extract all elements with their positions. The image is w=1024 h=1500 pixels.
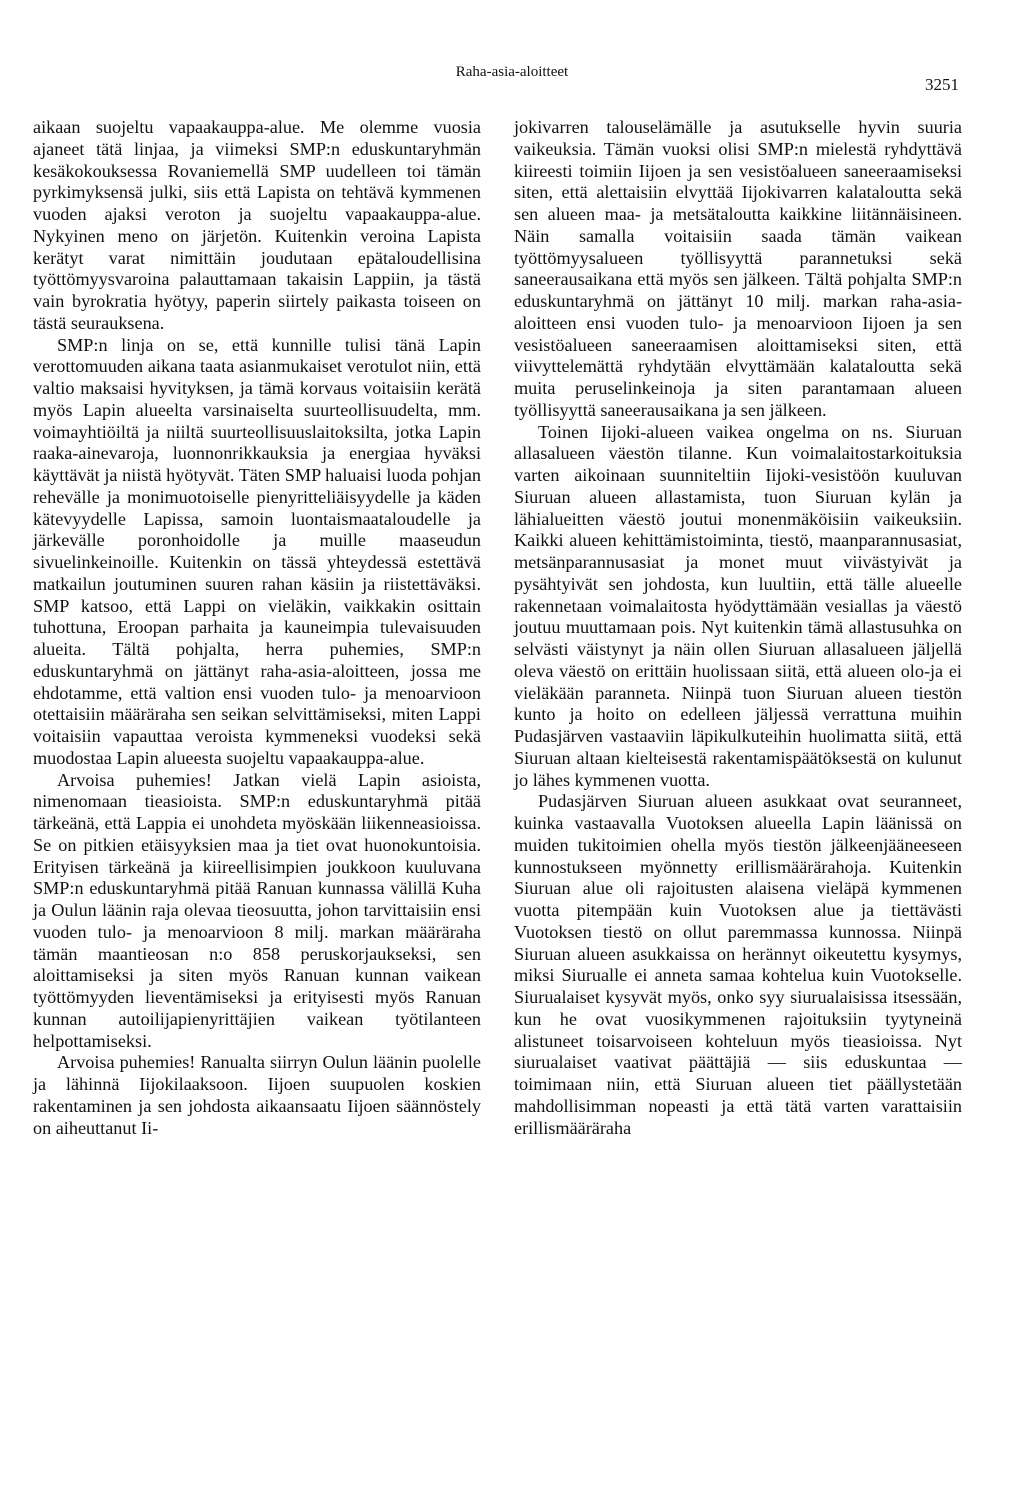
paragraph: Arvoisa puhemies! Ranualta siirryn Oulun läänin puolelle ja lähinnä Iijokilaaksoon. Iijoen suupuolen koskien rakentaminen ja sen johdosta aikaansaatu Iijoen säännöstely on aiheuttanut Ii- xyxy=(33,1052,481,1138)
page-number: 3251 xyxy=(925,75,959,94)
paragraph: aikaan suojeltu vapaakauppa-alue. Me olemme vuosia ajaneet tätä linjaa, ja viimeksi SMP:n eduskuntaryhmän kesäkokouksessa Rovaniemellä SMP uudelleen toi tämän pyrkimyksensä julki, siis että Lapista on tehtävä kymmenen vuoden ajaksi veroton ja suojeltu vapaakauppa-alue. Nykyinen meno on järjetön. Kuitenkin veroina Lapista kerätyt varat nimittäin joudutaan epätaloudellisina työttömyysvaroina palauttamaan takaisin Lappiin, ja tästä vain byrokratia hyötyy, paperin siirtely paikasta toiseen on tästä seurauksena. xyxy=(33,117,481,333)
paragraph: Arvoisa puhemies! Jatkan vielä Lapin asioista, nimenomaan tieasioista. SMP:n eduskuntaryhmä pitää tärkeänä, että Lappia ei unohdeta myöskään liikenneasioissa. Se on pitkien etäisyyksien maa ja tiet ovat huonokuntoisia. Erityisen tärkeänä ja kiireellisimpien joukkoon kuuluvana SMP:n eduskuntaryhmä pitää Ranuan kunnassa välillä Kuha ja Oulun läänin raja olevaa tieosuutta, johon tarvittaisiin ensi vuoden tulo- ja menoarvioon 8 milj. markan määräraha tämän maantieosan n:o 858 peruskorjaukseksi, sen aloittamiseksi ja siten myös Ranuan kunnan vaikean työttömyyden lieventämiseksi ja erityisesti myös Ranuan kunnan autoilijapienyrittäjien vaikean työtilanteen helpottamiseksi. xyxy=(33,769,481,1051)
right-column xyxy=(514,117,962,1139)
paragraph: jokivarren talouselämälle ja asutukselle hyvin suuria vaikeuksia. Tämän vuoksi olisi SMP:n mielestä ryhdyttävä kiireesti toimiin Iijoen ja sen vesistöalueen saneeraamiseksi siten, että alettaisiin elvyttää Iijokivarren kalataloutta sekä sen alueen maa- ja metsätaloutta kaikkine liitännäisineen. Näin samalla voitaisiin saada tämän vaikean työttömyysalueen työllisyyttä parannetuksi sekä saneerausaikana että myös sen jälkeen. Tältä pohjalta SMP:n eduskuntaryhmä on jättänyt 10 milj. markan raha-asia-aloitteen ensi vuoden tulo- ja menoarvioon Iijoen ja sen vesistöalueen saneeraamisen aloittamiseksi siten, että viivyttelemättä ryhdytään elvyttämään kalataloutta sekä muita peruselinkeinoja ja siten parantamaan alueen työllisyyttä saneerausaikana ja sen jälkeen. xyxy=(514,117,962,420)
left-column xyxy=(33,117,481,1139)
paragraph: SMP:n linja on se, että kunnille tulisi tänä Lapin verottomuuden aikana taata asianmukaiset verotulot niin, että valtio maksaisi hyvityksen, ja tämä korvaus voitaisiin kerätä myös Lapin alueelta varsinaiselta suurteollisuudelta, mm. voimayhtiöiltä ja niiltä suurteollisuuslaitoksilta, jotka Lapin raaka-ainevaroja, luonnonrikkauksia ja energiaa hyväksi käyttävät ja niistä hyötyvät. Täten SMP haluaisi luoda pohjan rehevälle ja monimuotoiselle pienyritteliäisyydelle ja käden kätevyydelle Lapissa, samoin luontaismaataloudelle ja järkevälle poronhoidolle ja muille maaseudun sivuelinkeinoille. Kuitenkin on tässä yhteydessä estettävä matkailun joutuminen suuren rahan käsiin ja riistettäväksi. SMP katsoo, että Lappi on vieläkin, vaikkakin osittain tuhottuna, Eroopan parhaita ja kauneimpia tulevaisuuden alueita. Tältä pohjalta, herra puhemies, SMP:n eduskuntaryhmä on jättänyt raha-asia-aloitteen, jossa me ehdotamme, että valtion ensi vuoden tulo- ja menoarvioon otettaisiin määräraha sen seikan selvittämiseksi, miten Lappi voitaisiin vapauttaa veroista kymmeneksi vuodeksi sekä muodostaa Lapin alueesta suojeltu vapaakauppa-alue. xyxy=(33,334,481,768)
header-title: Raha-asia-aloitteet xyxy=(455,64,569,80)
paragraph: Pudasjärven Siuruan alueen asukkaat ovat seuranneet, kuinka vastaavalla Vuotoksen alueella Lapin läänissä on muiden tukitoimien ohella myös tiestön jälkeenjääneeseen kunnostukseen myönnetty erillismäärärahoja. Kuitenkin Siuruan alue oli rajoitusten alaisena vieläpä kymmenen vuotta pitempään kuin Vuotoksen alue ja tiettävästi Vuotoksen tiestö on ollut paremmassa kunnossa. Niinpä Siuruan alueen asukkaissa on herännyt oikeutettu kysymys, miksi Siurualle ei anneta samaa kohtelua kuin Vuotokselle. Siurualaiset kysyvät myös, onko syy siurualaisissa itsessään, kun he ovat vuosikymmenen rajoituksiin tyytyneinä alistuneet toisarvoiseen kohteluun myös tieasioissa. Nyt siurualaiset vaativat päättäjiä — siis eduskuntaa — toimimaan niin, että Siuruan alueen tiet päällystetään mahdollisimman nopeasti ja että tätä varten varattaisiin erillismääräraha xyxy=(514,791,962,1138)
paragraph: Toinen Iijoki-alueen vaikea ongelma on ns. Siuruan allasalueen väestön tilanne. Kun voimalaitostarkoituksia varten aikoinaan suunniteltiin Iijoki-vesistöön kuuluvan Siuruan alueen allastamista, tuon Siuruan kylän ja lähialueitten väestö joutui monenmäköisiin vaikeuksiin. Kaikki alueen kehittämistoiminta, tiestö, maanparannusasiat, metsänparannusasiat ja monet muut viivästyivät ja pysähtyivät sen johdosta, kun luultiin, että tälle alueelle rakennetaan voimalaitosta hyödyttämään vesiallas ja väestö joutuu muuttamaan pois. Nyt kuitenkin tämä allastusuhka on selvästi väistynyt ja näin ollen Siuruan allasalueen jäljellä oleva väestö on erittäin huolissaan siitä, että alueen olo-ja ei vieläkään paranneta. Niinpä tuon Siuruan alueen tiestön kunto ja hoito on edelleen jäljessä verrattuna muihin Pudasjärven vastaaviin läpikulkuteihin huolimatta siitä, että Siuruan altaan kielteisestä rakentamispäätöksestä on kulunut jo lähes kymmenen vuotta. xyxy=(514,421,962,790)
